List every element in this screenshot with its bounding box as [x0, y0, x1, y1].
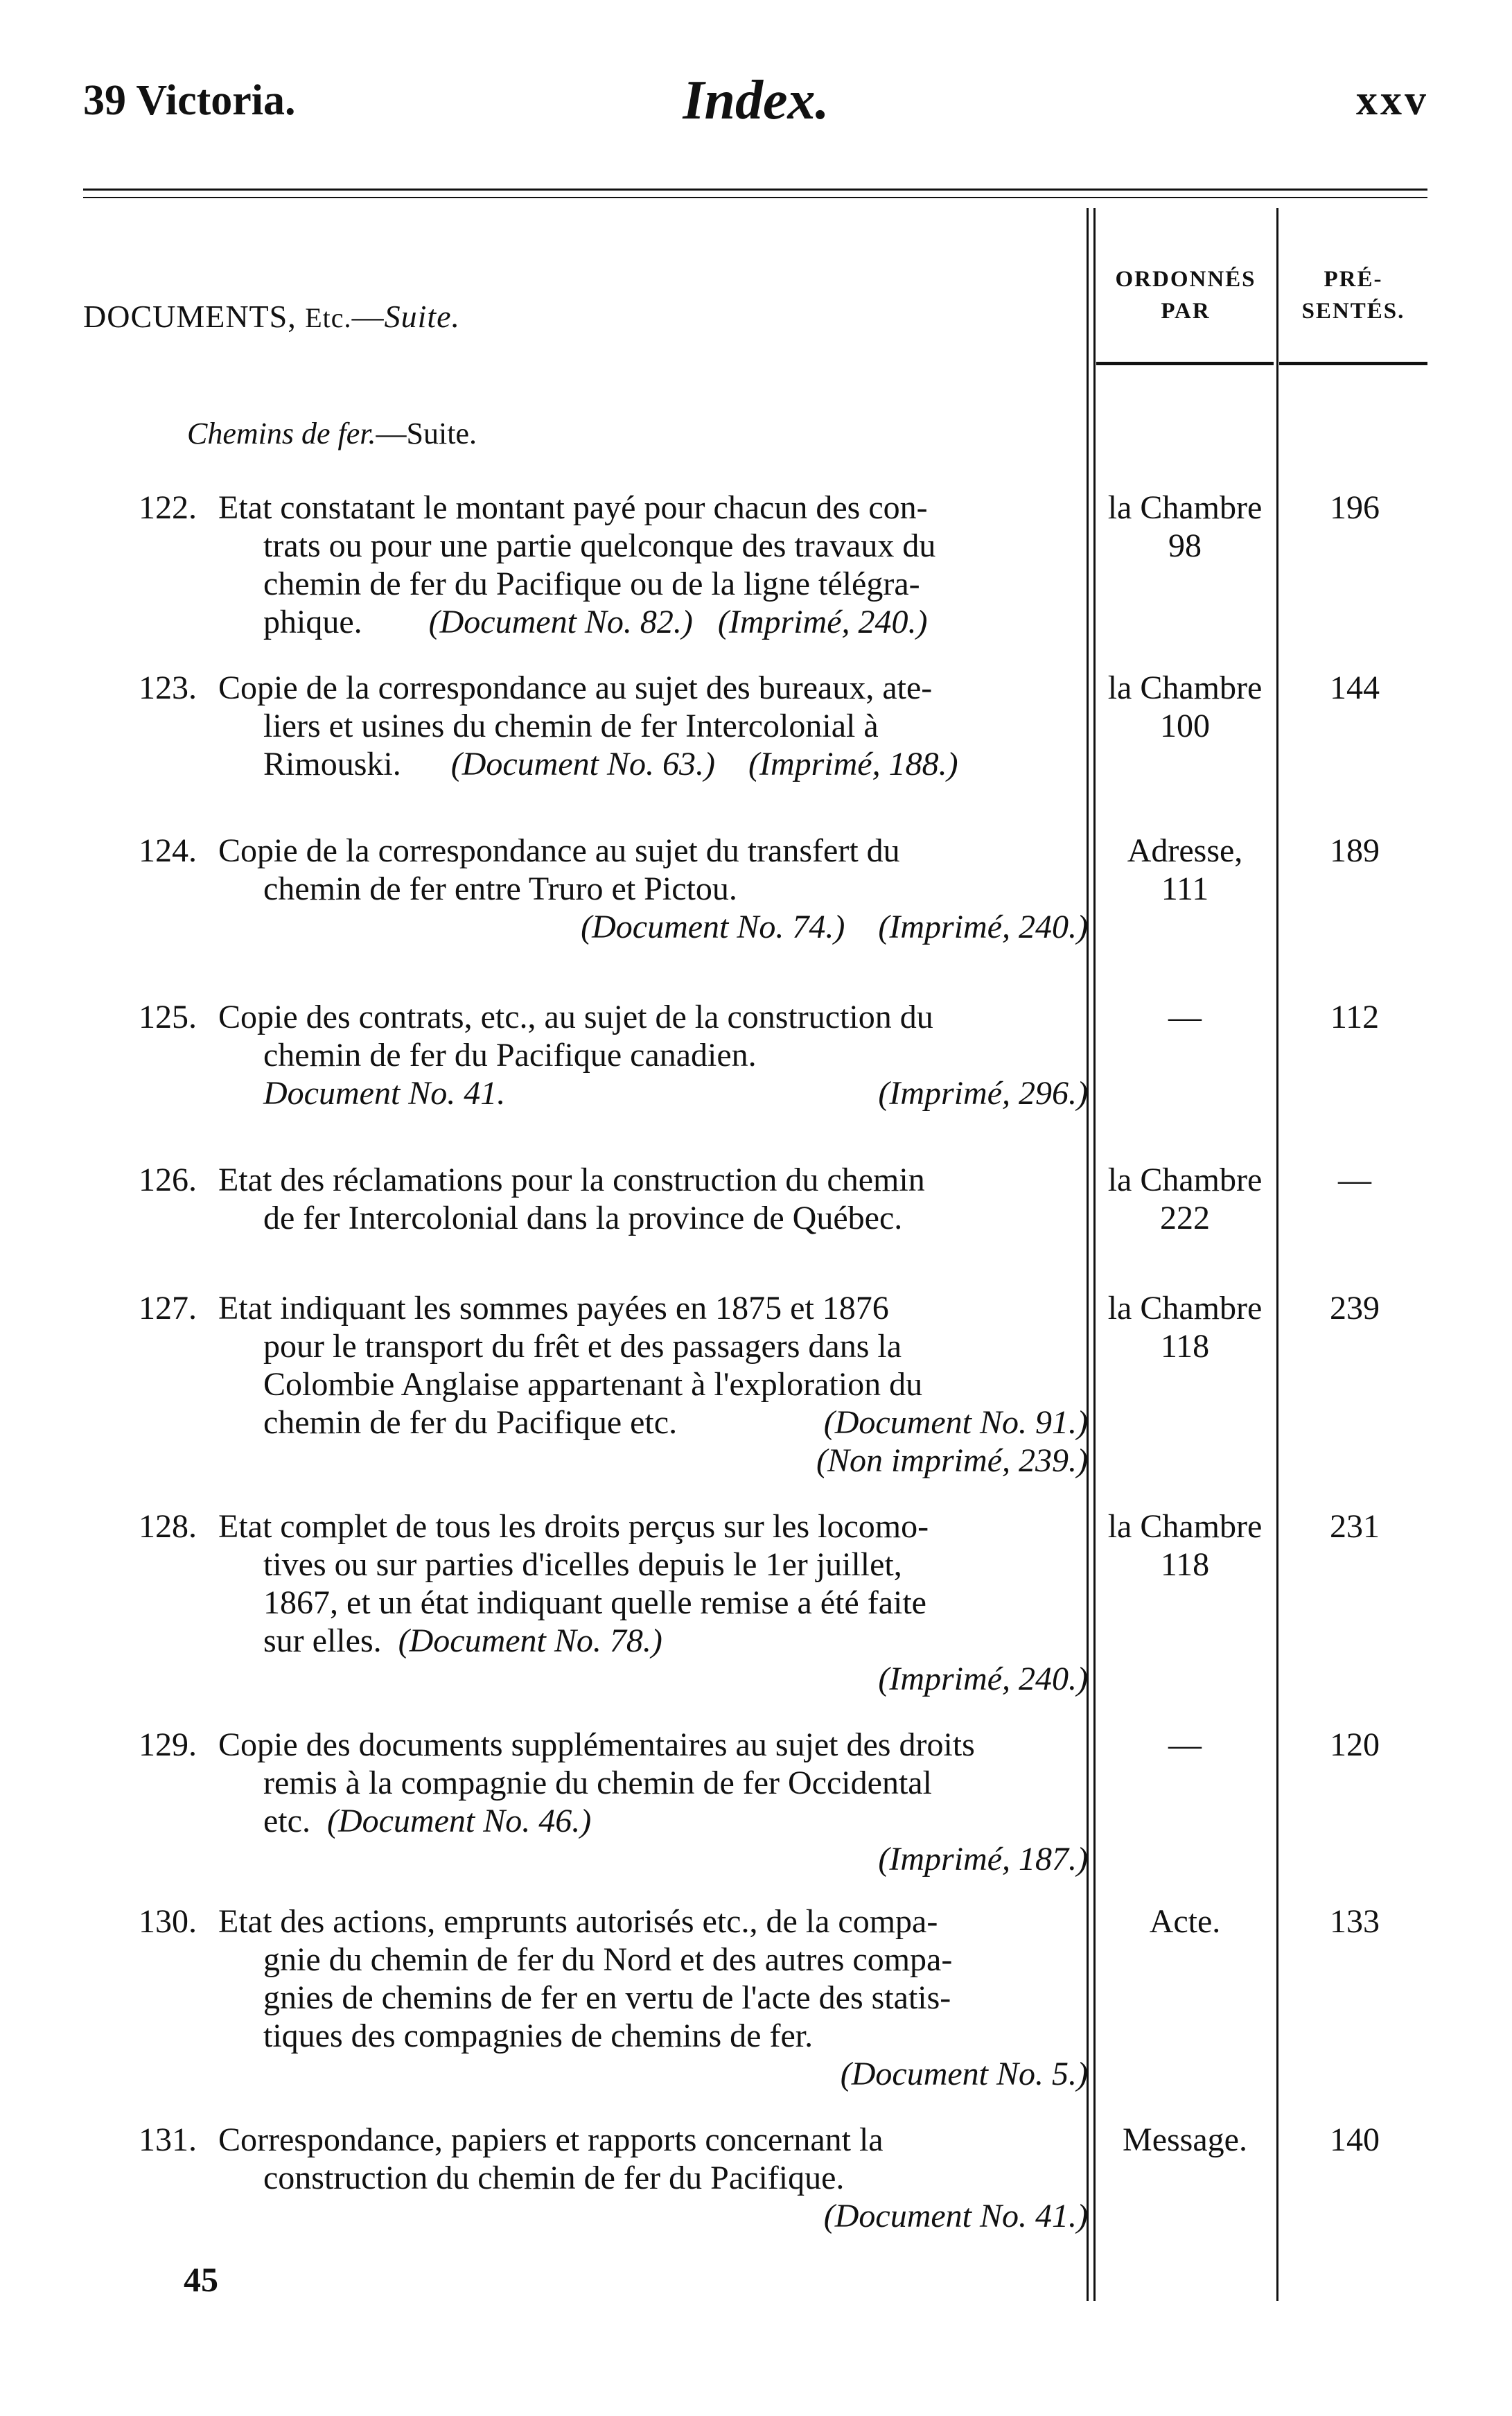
document-ref: (Document No. 78.)	[398, 1622, 662, 1659]
printed-ref: (Imprimé, 188.)	[748, 746, 958, 782]
document-ref: (Document No. 41.)	[823, 2198, 1088, 2234]
entry-text: Correspondance, papiers et rapports concernant la	[218, 2121, 884, 2158]
running-head-title: Index.	[683, 70, 829, 131]
entry-last-line	[139, 1622, 1088, 1660]
entry-text: Copie de la correspondance au sujet du transfert du	[218, 832, 900, 869]
header-rule-top	[83, 189, 1427, 191]
entry-number: 130.	[139, 1903, 197, 1940]
ordonnes-cell	[1095, 832, 1275, 908]
printed-ref: (Non imprimé, 239.)	[816, 1442, 1088, 1479]
entry-text: liers et usines du chemin de fer Intercolonial à	[263, 708, 879, 744]
entry-line	[139, 1507, 1088, 1546]
entry-text: 1867, et un état indiquant quelle remise a été faite	[263, 1584, 926, 1621]
ordonnes-date: 98	[1168, 527, 1202, 564]
entry-text: etc.	[263, 1803, 310, 1839]
entry-number: 127.	[139, 1290, 197, 1327]
ordonnes-by: —	[1168, 1726, 1202, 1763]
entry-text: remis à la compagnie du chemin de fer Occidental	[263, 1765, 932, 1801]
presentes-cell: 140	[1330, 2121, 1380, 2158]
entry-last-line	[139, 603, 1088, 641]
running-head-page: xxv	[1356, 77, 1429, 124]
entry-number: 126.	[139, 1162, 197, 1198]
document-ref: (Document No. 5.)	[840, 2056, 1088, 2092]
index-entry	[139, 1161, 1088, 1237]
entry-text: chemin de fer du Pacifique etc.	[263, 1404, 678, 1441]
subsection-suite: —Suite.	[376, 417, 477, 450]
running-head-left: 39 Victoria.	[83, 77, 296, 124]
ordonnes-date: 111	[1161, 870, 1209, 907]
section-suite: Suite.	[384, 299, 461, 334]
document-ref: (Document No. 74.)	[581, 909, 845, 945]
header-rule-bottom	[83, 197, 1427, 198]
presentes-cell: —	[1338, 1162, 1371, 1198]
ordonnes-cell	[1095, 1902, 1275, 1941]
entry-last-line	[139, 1840, 1088, 1878]
entry-number: 123.	[139, 669, 197, 706]
index-entry	[139, 489, 1088, 641]
index-entry	[139, 1507, 1088, 1698]
entry-line	[139, 832, 1088, 870]
entry-line	[139, 1289, 1088, 1327]
section-etc: Etc.	[305, 302, 352, 333]
ordonnes-cell	[1095, 669, 1275, 745]
entry-number: 129.	[139, 1726, 197, 1763]
ordonnes-by: la Chambre	[1107, 1290, 1263, 1327]
entry-text: Etat des actions, emprunts autorisés etc., de la compa-	[218, 1903, 938, 1940]
column-heading-presentes-line1: PRÉ-	[1324, 267, 1383, 292]
column-heading-presentes-line2: SENTÉS.	[1301, 299, 1405, 324]
entry-line	[139, 669, 1088, 707]
ordonnes-cell	[1095, 1726, 1275, 1764]
entry-last-line	[139, 1074, 1088, 1112]
ordonnes-cell	[1095, 1289, 1275, 1365]
subsection-heading	[187, 416, 477, 451]
entry-number: 128.	[139, 1508, 197, 1545]
entry-last-line	[139, 2197, 1088, 2235]
ordonnes-cell	[1095, 2121, 1275, 2159]
document-ref: (Document No. 63.)	[450, 746, 715, 782]
entry-text: tiques des compagnies de chemins de fer.	[263, 2017, 814, 2054]
presentes-cell: 239	[1330, 1290, 1380, 1327]
ordonnes-cell	[1095, 998, 1275, 1036]
entry-text: tives ou sur parties d'icelles depuis le 1er juillet,	[263, 1546, 902, 1583]
entry-text: chemin de fer du Pacifique canadien.	[263, 1037, 757, 1074]
section-title: DOCUMENTS,	[83, 299, 306, 334]
entry-last-line	[139, 908, 1088, 946]
entry-text: chemin de fer du Pacifique ou de la ligne télégra-	[263, 566, 920, 602]
entry-last-line	[139, 745, 1088, 783]
index-entry	[139, 1289, 1088, 1480]
ordonnes-cell	[1095, 489, 1275, 565]
column-heading-underline-ordonnes	[1096, 362, 1274, 365]
entry-text: sur elles.	[263, 1622, 382, 1659]
entry-text: Colombie Anglaise appartenant à l'exploration du	[263, 1366, 923, 1403]
entry-text: de fer Intercolonial dans la province de Québec.	[263, 1200, 903, 1236]
index-entry	[139, 1902, 1088, 2093]
entry-text: gnie du chemin de fer du Nord et des autres compa-	[263, 1941, 953, 1978]
entry-text: Copie des documents supplémentaires au sujet des droits	[218, 1726, 975, 1763]
entry-text: trats ou pour une partie quelconque des travaux du	[263, 527, 936, 564]
entry-text: gnies de chemins de fer en vertu de l'acte des statis-	[263, 1979, 951, 2016]
entry-line	[139, 998, 1088, 1036]
ordonnes-by: Adresse,	[1127, 832, 1243, 869]
entry-text: Rimouski.	[263, 746, 401, 782]
entry-line	[139, 1902, 1088, 1941]
entry-text: Copie de la correspondance au sujet des bureaux, ate-	[218, 669, 933, 706]
ordonnes-date: 100	[1160, 708, 1210, 744]
entry-text: Etat constatant le montant payé pour chacun des con-	[218, 489, 928, 526]
entry-line	[139, 1161, 1088, 1199]
entry-text: chemin de fer entre Truro et Pictou.	[263, 870, 737, 907]
presentes-cell: 133	[1330, 1903, 1380, 1940]
ordonnes-by: la Chambre	[1107, 669, 1263, 706]
ordonnes-date: 118	[1160, 1546, 1210, 1583]
ordonnes-by: la Chambre	[1107, 1162, 1263, 1198]
entry-number: 122.	[139, 489, 197, 526]
document-ref: (Document No. 91.)	[823, 1404, 1088, 1441]
presentes-cell: 231	[1330, 1508, 1380, 1545]
index-entry	[139, 832, 1088, 946]
entry-number: 131.	[139, 2121, 197, 2158]
column-divider-3	[1276, 208, 1278, 2301]
document-ref: Document No. 41.	[263, 1075, 506, 1112]
entry-text: construction du chemin de fer du Pacifique.	[263, 2160, 845, 2196]
entry-number: 125.	[139, 999, 197, 1035]
presentes-cell: 120	[1330, 1726, 1380, 1763]
printed-ref: (Imprimé, 240.)	[717, 604, 928, 640]
subsection-title: Chemins de fer.	[187, 417, 376, 450]
document-ref: (Document No. 46.)	[326, 1803, 592, 1839]
ordonnes-cell	[1095, 1161, 1275, 1237]
ordonnes-date: 222	[1160, 1200, 1210, 1236]
entry-last-line	[139, 1660, 1088, 1698]
ordonnes-by: la Chambre	[1107, 489, 1263, 526]
entry-last-line	[139, 1442, 1088, 1480]
entry-number: 124.	[139, 832, 197, 869]
ordonnes-cell	[1095, 1507, 1275, 1584]
printed-ref: (Imprimé, 240.)	[878, 909, 1088, 945]
column-heading-underline-presentes	[1279, 362, 1427, 365]
entry-last-line	[139, 1802, 1088, 1840]
presentes-cell: 112	[1330, 999, 1380, 1035]
ordonnes-by: la Chambre	[1107, 1508, 1263, 1545]
entry-line	[139, 489, 1088, 527]
entry-text: Etat complet de tous les droits perçus sur les locomo-	[218, 1508, 929, 1545]
printed-ref: (Imprimé, 187.)	[878, 1841, 1088, 1877]
entry-text: pour le transport du frêt et des passagers dans la	[263, 1328, 902, 1365]
printed-ref: (Imprimé, 296.)	[878, 1075, 1088, 1112]
ordonnes-by: —	[1168, 999, 1202, 1035]
ordonnes-by: Acte.	[1149, 1903, 1221, 1940]
printed-ref: (Imprimé, 240.)	[878, 1661, 1088, 1697]
column-heading-ordonnes	[1095, 263, 1276, 327]
signature-number: 45	[184, 2260, 218, 2299]
section-dash: —	[351, 299, 385, 334]
index-entry	[139, 2121, 1088, 2235]
index-entry	[139, 1726, 1088, 1878]
column-heading-presentes	[1279, 263, 1427, 327]
entry-text: Etat indiquant les sommes payées en 1875 et 1876	[218, 1290, 889, 1327]
presentes-cell: 196	[1330, 489, 1380, 526]
entry-line	[139, 1726, 1088, 1764]
entry-line	[139, 2121, 1088, 2159]
entry-last-line	[139, 2055, 1088, 2093]
presentes-cell: 189	[1330, 832, 1380, 869]
document-ref: (Document No. 82.)	[428, 604, 693, 640]
entry-text: Etat des réclamations pour la construction du chemin	[218, 1162, 925, 1198]
ordonnes-by: Message.	[1123, 2121, 1247, 2158]
entry-last-line	[139, 1403, 1088, 1442]
entry-text: phique.	[263, 604, 362, 640]
presentes-cell: 144	[1330, 669, 1380, 706]
section-heading	[83, 298, 460, 335]
ordonnes-date: 118	[1160, 1328, 1210, 1365]
index-entry	[139, 998, 1088, 1112]
entry-text: Copie des contrats, etc., au sujet de la construction du	[218, 999, 933, 1035]
column-heading-ordonnes-line2: PAR	[1161, 299, 1211, 324]
index-entry	[139, 669, 1088, 783]
column-heading-ordonnes-line1: ORDONNÉS	[1115, 267, 1256, 292]
